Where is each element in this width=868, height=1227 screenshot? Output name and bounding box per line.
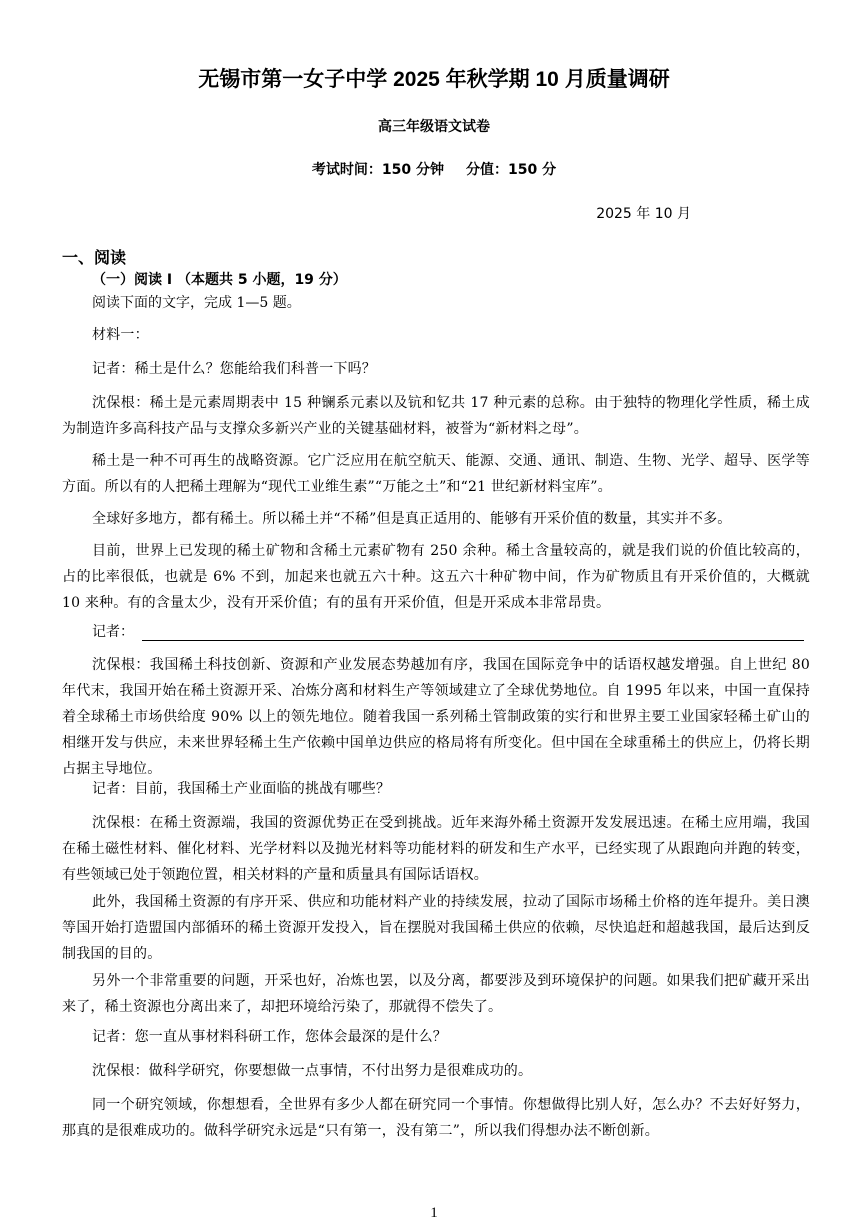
exam-time: 考试时间：150 分钟 xyxy=(311,162,444,178)
exam-meta xyxy=(0,159,868,179)
paragraph: 稀土是一种不可再生的战略资源。它广泛应用在航空航天、能源、交通、通讯、制造、生物、光学、超导、医学等方面。所以有的人把稀土理解为“现代工业维生素”“万能之土”和“21 世纪新材料宝库”。 xyxy=(62,453,810,495)
instruction-text: 阅读下面的文字，完成 1—5 题。 xyxy=(92,295,301,311)
paragraph: 沈保根：我国稀土科技创新、资源和产业发展态势越加有序，我国在国际竞争中的话语权越发增强。自上世纪 80 年代末，我国开始在稀土资源开采、冶炼分离和材料生产等领域建立了全球优势地位。自 1995 年以来，中国一直保持着全球稀土市场供给度 90% 以上的领先地位。随着我国一系列稀土管制政策的实行和世界主要工业国家轻稀土矿山的相继开发与供应，未来世界轻稀土生产依赖中国单边供应的格局将有所变化。但中国在全球重稀土的供应上，仍将长期占据主导地位。 xyxy=(62,657,810,777)
page-number: 1 xyxy=(430,1205,438,1221)
paragraph: 全球好多地方，都有稀土。所以稀土并“不稀”但是真正适用的、能够有开采价值的数量，其实并不多。 xyxy=(92,511,732,527)
section-heading: 一、阅读 xyxy=(62,248,127,267)
paragraph: 目前，世界上已发现的稀土矿物和含稀土元素矿物有 250 余种。稀土含量较高的，就是我们说的价值比较高的，占的比率很低，也就是 6% 不到，加起来也就五六十种。这五六十种矿物中间，作为矿物质且有开采价值的，大概就 10 来种。有的含量太少，没有开采价值；有的虽有开采价值，但是开采成本非常昂贵。 xyxy=(62,543,810,611)
paragraph: 沈保根：做科学研究，你要想做一点事情，不付出努力是很难成功的。 xyxy=(92,1063,533,1079)
paragraph: 此外，我国稀土资源的有序开采、供应和功能材料产业的持续发展，拉动了国际市场稀土价格的连年提升。美日澳等国开始打造盟国内部循环的稀土资源开发投入，旨在摆脱对我国稀土供应的依赖，尽快追赶和超越我国，最后达到反制我国的目的。 xyxy=(62,894,810,962)
part-heading: （一）阅读 Ⅰ （本题共 5 小题，19 分） xyxy=(92,272,347,288)
exam-subtitle: 高三年级语文试卷 xyxy=(378,119,490,135)
blank-prompt-label: 记者： xyxy=(92,624,134,640)
paragraph: 材料一： xyxy=(92,327,149,343)
paragraph: 同一个研究领域，你想想看，全世界有多少人都在研究同一个事情。你想做得比别人好，怎么办？不去好好努力，那真的是很难成功的。做科学研究永远是“只有第一，没有第二”，所以我们得想办法不断创新。 xyxy=(62,1097,810,1139)
exam-title: 无锡市第一女子中学 2025 年秋学期 10 月质量调研 xyxy=(198,68,670,91)
blank-answer-line xyxy=(92,621,804,641)
exam-date: 2025 年 10 月 xyxy=(596,206,691,222)
paragraph: 沈保根：在稀土资源端，我国的资源优势正在受到挑战。近年来海外稀土资源开发发展迅速。在稀土应用端，我国在稀土磁性材料、催化材料、光学材料以及抛光材料等功能材料的研发和生产水平，已经实现了从跟跑向并跑的转变，有些领域已处于领跑位置，相关材料的产量和质量具有国际话语权。 xyxy=(62,815,810,883)
paragraph: 沈保根：稀土是元素周期表中 15 种镧系元素以及钪和钇共 17 种元素的总称。由于独特的物理化学性质，稀土成为制造许多高科技产品与支撑众多新兴产业的关键基础材料，被誉为“新材料之母”。 xyxy=(62,395,810,437)
paragraph: 记者：目前，我国稀土产业面临的挑战有哪些？ xyxy=(92,781,391,797)
blank-rule xyxy=(142,626,804,641)
paragraph: 记者：您一直从事材料科研工作，您体会最深的是什么？ xyxy=(92,1029,447,1045)
paragraph: 记者：稀土是什么？您能给我们科普一下吗？ xyxy=(92,361,376,377)
paragraph: 另外一个非常重要的问题，开采也好，冶炼也罢，以及分离，都要涉及到环境保护的问题。如果我们把矿藏开采出来了，稀土资源也分离出来了，却把环境给污染了，那就得不偿失了。 xyxy=(62,973,810,1015)
exam-score: 分值：150 分 xyxy=(466,162,557,178)
